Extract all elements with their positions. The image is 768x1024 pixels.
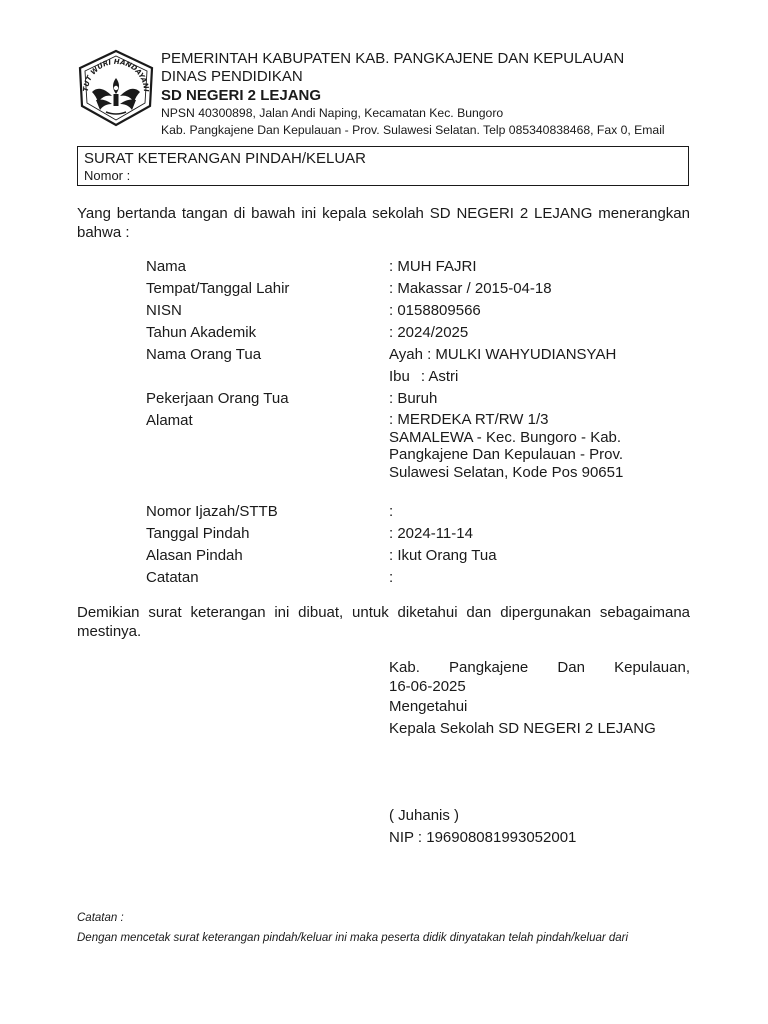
footer-note-label: Catatan : [77,912,124,924]
field-label: Tahun Akademik [146,324,257,341]
field-value: : Ikut Orang Tua [389,547,497,564]
field-value: : Makassar / 2015-04-18 [389,280,552,297]
field-label: Nama [146,258,187,275]
field-label: Alasan Pindah [146,547,243,564]
school-address-line-2: Kab. Pangkajene Dan Kepulauan - Prov. Sulawesi Selatan. Telp 085340838468, Fax 0, Email [161,123,665,137]
field-value: : MUH FAJRI [389,258,477,275]
intro-paragraph: Yang bertanda tangan di bawah ini kepala sekolah SD NEGERI 2 LEJANG menerangkan bahwa : [77,205,690,241]
government-name: PEMERINTAH KABUPATEN KAB. PANGKAJENE DAN KEPULAUAN [161,50,625,67]
field-label: Nomor Ijazah/STTB [146,503,278,520]
school-address-line-1: NPSN 40300898, Jalan Andi Naping, Kecamatan Kec. Bungoro [161,106,504,120]
field-value: : MERDEKA RT/RW 1/3 SAMALEWA - Kec. Bungoro - Kab. Pangkajene Dan Kepulauan - Prov. Sulawesi Selatan, Kode Pos 90651 [389,411,624,481]
field-value: : [389,569,394,586]
field-label: Tanggal Pindah [146,525,250,542]
document-number-label: Nomor : [84,168,131,183]
field-value: : 0158809566 [389,302,481,319]
signature-block [389,658,690,696]
signature-date: 16-06-2025 [389,678,466,695]
closing-paragraph: Demikian surat keterangan ini dibuat, untuk diketahui dan dipergunakan sebagaimana mestinya. [77,604,690,640]
title-box [77,146,689,186]
field-label: Pekerjaan Orang Tua [146,390,289,407]
field-value-ayah: Ayah : MULKI WAHYUDIANSYAH [389,346,617,363]
department-name: DINAS PENDIDIKAN [161,68,303,85]
signature-position: Kepala Sekolah SD NEGERI 2 LEJANG [389,720,656,737]
tut-wuri-handayani-logo [76,48,156,128]
field-value: : Buruh [389,390,438,407]
field-label: Nama Orang Tua [146,346,262,363]
document-title: SURAT KETERANGAN PINDAH/KELUAR [84,150,367,167]
field-label: Tempat/Tanggal Lahir [146,280,290,297]
signatory-nip: NIP : 196908081993052001 [389,829,577,846]
letterhead [161,50,721,139]
ibu-value: : Astri [420,368,459,385]
field-value-ibu [389,367,629,386]
field-value: : [389,503,394,520]
school-name: SD NEGERI 2 LEJANG [161,87,322,104]
field-value: : 2024/2025 [389,324,469,341]
field-label: Catatan [146,569,199,586]
field-label: Alamat [146,412,193,429]
footer-note-text: Dengan mencetak surat keterangan pindah/keluar ini maka peserta didik dinyatakan telah pindah/keluar dari [77,932,629,944]
svg-text:TUT WURI HANDAYANI: TUT WURI HANDAYANI [81,57,151,93]
signature-acknowledge: Mengetahui [389,698,468,715]
signatory-name: ( Juhanis ) [389,807,460,824]
signature-place: Kab. Pangkajene Dan Kepulauan, [389,659,690,676]
field-value: : 2024-11-14 [389,525,473,542]
field-label: NISN [146,302,182,319]
ibu-label: Ibu [389,368,410,385]
